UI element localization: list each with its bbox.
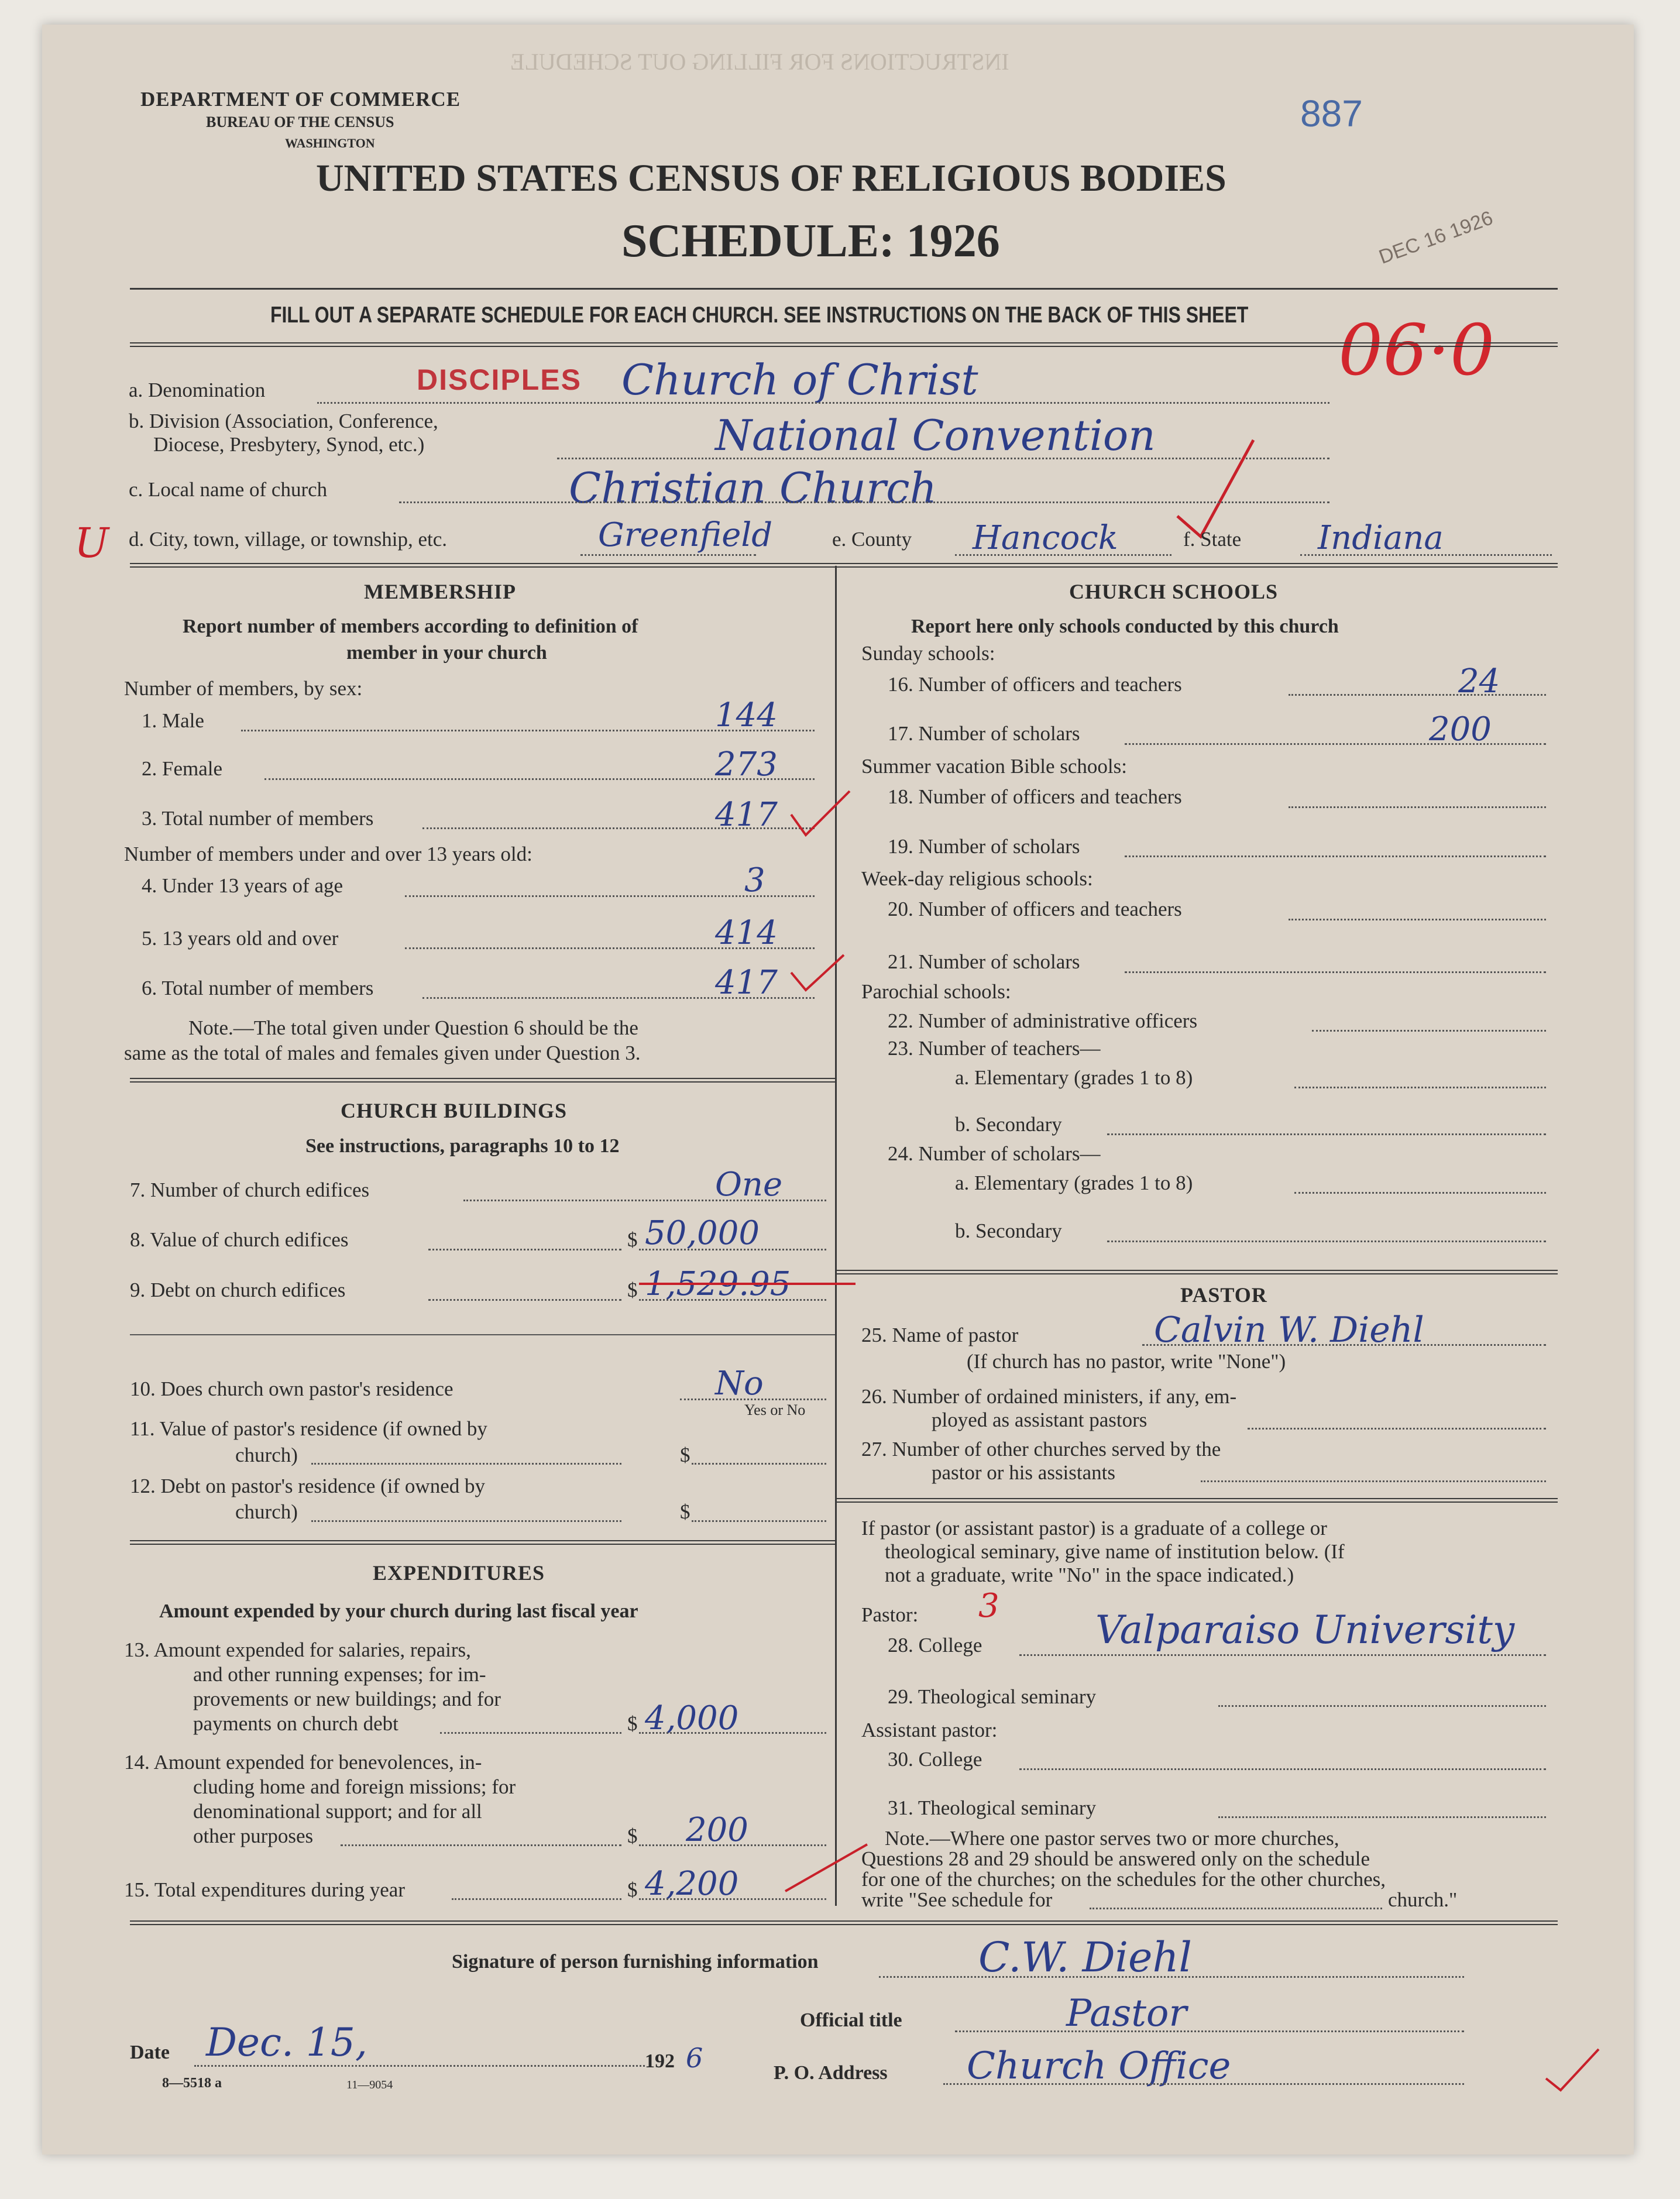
q31-label: 31. Theological seminary [888, 1796, 1097, 1819]
sunday-schools-label: Sunday schools: [861, 642, 995, 665]
date-value[interactable]: Dec. 15, [206, 2020, 367, 2065]
q18-label: 18. Number of officers and teachers [888, 785, 1182, 808]
yes-no-hint: Yes or No [744, 1401, 806, 1418]
q19-line [1125, 855, 1546, 857]
q24a-line [1294, 1192, 1546, 1194]
q24a-label: a. Elementary (grades 1 to 8) [955, 1171, 1193, 1194]
q26-line [1248, 1428, 1546, 1430]
q20-line [1289, 919, 1546, 920]
q14-dollar: $ [627, 1825, 638, 1847]
margin-mark: U [74, 519, 109, 567]
q11-label-2: church) [235, 1444, 298, 1466]
q9-value[interactable]: 1,529.95 [645, 1265, 791, 1303]
check-mark [1540, 2043, 1605, 2096]
form-title: UNITED STATES CENSUS OF RELIGIOUS BODIES [316, 157, 1226, 200]
summer-schools-label: Summer vacation Bible schools: [861, 755, 1127, 778]
q13-label-4: payments on church debt [193, 1712, 398, 1735]
form-number: 8—5518 a [162, 2076, 222, 2091]
q9-dollar: $ [627, 1279, 638, 1301]
q13-dollar: $ [627, 1712, 638, 1735]
state-line [1300, 554, 1552, 556]
q8-value-line [639, 1249, 826, 1250]
q21-line [1125, 971, 1546, 973]
q23b-label: b. Secondary [955, 1113, 1062, 1136]
division-value[interactable]: National Convention [715, 411, 1156, 460]
divider [130, 1920, 1558, 1925]
buildings-intro: See instructions, paragraphs 10 to 12 [305, 1135, 620, 1157]
q9-value-line [639, 1299, 826, 1301]
city-value[interactable]: Greenfield [598, 516, 773, 554]
schools-heading: CHURCH SCHOOLS [1069, 580, 1279, 603]
q29-label: 29. Theological seminary [888, 1685, 1097, 1708]
divider [130, 563, 1558, 568]
membership-note: Note.—The total given under Question 6 should be the [188, 1016, 638, 1039]
denomination-value[interactable]: Church of Christ [621, 355, 978, 404]
denomination-stamp: DISCIPLES [417, 363, 582, 396]
q1-label: 1. Male [142, 709, 204, 732]
q25-note: (If church has no pastor, write "None") [967, 1350, 1286, 1373]
schedule-number: 887 [1300, 92, 1363, 135]
membership-intro-2: member in your church [346, 642, 547, 664]
local-name-line [399, 501, 1329, 503]
official-title-value[interactable]: Pastor [1066, 1992, 1187, 2035]
signature-label: Signature of person furnishing information [452, 1951, 819, 1973]
received-date-stamp: DEC 16 1926 [1376, 207, 1496, 269]
denomination-label: a. Denomination [129, 379, 266, 401]
q5-label: 5. 13 years old and over [142, 927, 339, 950]
q17-value[interactable]: 200 [1429, 710, 1492, 748]
q25-value[interactable]: Calvin W. Diehl [1154, 1310, 1424, 1351]
q15-line [452, 1898, 621, 1900]
local-name-value[interactable]: Christian Church [569, 463, 937, 513]
bleed-through-heading: INSTRUCTIONS FOR FILLING OUT SCHEDULE [510, 49, 1009, 75]
q6-label: 6. Total number of members [142, 977, 374, 999]
q30-label: 30. College [888, 1748, 982, 1771]
q15-value[interactable]: 4,200 [645, 1865, 739, 1903]
po-address-label: P. O. Address [774, 2062, 888, 2084]
q8-dollar: $ [627, 1228, 638, 1251]
membership-heading: MEMBERSHIP [364, 580, 517, 603]
by-sex-label: Number of members, by sex: [124, 677, 363, 700]
divider [130, 1334, 835, 1335]
q12-value-line [692, 1520, 826, 1522]
q24-label: 24. Number of scholars— [888, 1142, 1101, 1165]
q23-label: 23. Number of teachers— [888, 1037, 1101, 1060]
q3-value[interactable]: 417 [715, 796, 778, 834]
q4-label: 4. Under 13 years of age [142, 874, 343, 897]
q18-line [1289, 806, 1546, 808]
q12-label: 12. Debt on pastor's residence (if owned by [130, 1475, 485, 1497]
q6-value[interactable]: 417 [715, 964, 778, 1002]
q28-line [1019, 1654, 1546, 1656]
q26-label-2: ployed as assistant pastors [932, 1408, 1148, 1431]
pastor-heading: PASTOR [1180, 1283, 1267, 1307]
q22-line [1312, 1030, 1546, 1032]
divider [130, 1540, 835, 1545]
schools-intro: Report here only schools conducted by this church [911, 616, 1339, 637]
q25-label: 25. Name of pastor [861, 1324, 1019, 1346]
red-underline [639, 1283, 856, 1285]
q10-line [680, 1399, 826, 1400]
q13-label: 13. Amount expended for salaries, repairs, [124, 1638, 471, 1661]
pastor-note-4: write "See schedule for [861, 1888, 1053, 1911]
q8-line [428, 1249, 621, 1250]
q26-label: 26. Number of ordained ministers, if any, em- [861, 1385, 1237, 1408]
state-value[interactable]: Indiana [1318, 519, 1444, 557]
pastor-note-blank [1090, 1908, 1382, 1909]
q13-value-line [639, 1732, 826, 1734]
q23a-label: a. Elementary (grades 1 to 8) [955, 1066, 1193, 1089]
q9-line [428, 1299, 621, 1301]
date-label: Date [130, 2042, 170, 2063]
pastor-note: Note.—Where one pastor serves two or more churches, [885, 1827, 1339, 1850]
q8-value[interactable]: 50,000 [645, 1214, 760, 1252]
official-title-label: Official title [800, 2009, 902, 2031]
division-label-2: Diocese, Presbytery, Synod, etc.) [153, 433, 425, 456]
q16-line [1289, 694, 1546, 696]
print-number: 11—9054 [346, 2078, 393, 2091]
pastor-note-5: church." [1388, 1888, 1458, 1911]
expenditures-intro: Amount expended by your church during last fiscal year [159, 1600, 638, 1622]
city-heading: WASHINGTON [285, 136, 375, 150]
q20-label: 20. Number of officers and teachers [888, 898, 1182, 920]
census-schedule-sheet [42, 25, 1634, 2155]
form-instruction: FILL OUT A SEPARATE SCHEDULE FOR EACH CHURCH. SEE INSTRUCTIONS ON THE BACK OF THIS SHEET [270, 303, 1249, 328]
department-heading: DEPARTMENT OF COMMERCE [140, 88, 461, 111]
denomination-line [317, 402, 1329, 404]
assistant-pastor-label: Assistant pastor: [861, 1719, 998, 1741]
q28-label: 28. College [888, 1634, 982, 1657]
check-mark [779, 1839, 873, 1903]
q22-label: 22. Number of administrative officers [888, 1009, 1198, 1032]
q2-value[interactable]: 273 [715, 745, 778, 784]
pastor-mark: 3 [978, 1587, 999, 1625]
county-line [955, 554, 1171, 556]
q27-label: 27. Number of other churches served by the [861, 1438, 1221, 1461]
q10-label: 10. Does church own pastor's residence [130, 1377, 454, 1400]
q13-value[interactable]: 4,000 [645, 1699, 739, 1737]
q23b-line [1107, 1133, 1546, 1135]
q23a-line [1294, 1087, 1546, 1088]
year-prefix: 192 [645, 2050, 675, 2072]
q28-value[interactable]: Valparaiso University [1095, 1607, 1515, 1652]
state-label: f. State [1183, 528, 1242, 551]
county-label: e. County [832, 528, 912, 551]
divider [130, 1078, 835, 1083]
q9-label: 9. Debt on church edifices [130, 1279, 346, 1301]
q24b-line [1107, 1241, 1546, 1242]
column-divider [835, 566, 837, 1906]
membership-intro: Report number of members according to definition of [183, 616, 638, 637]
q8-label: 8. Value of church edifices [130, 1228, 349, 1251]
q24b-label: b. Secondary [955, 1219, 1062, 1242]
po-address-line [943, 2083, 1464, 2085]
q12-dollar: $ [680, 1500, 690, 1523]
graduate-instructions-2: theological seminary, give name of institution below. (If [885, 1540, 1345, 1563]
division-label: b. Division (Association, Conference, [129, 410, 438, 432]
pastor-note-2: Questions 28 and 29 should be answered only on the schedule [861, 1847, 1370, 1870]
pastor-sub-label: Pastor: [861, 1603, 919, 1626]
divider [130, 288, 1558, 290]
q14-label: 14. Amount expended for benevolences, in- [124, 1751, 482, 1774]
weekday-schools-label: Week-day religious schools: [861, 867, 1093, 890]
q1-value[interactable]: 144 [715, 696, 778, 734]
q14-value[interactable]: 200 [686, 1811, 748, 1849]
q15-label: 15. Total expenditures during year [124, 1878, 405, 1901]
q2-label: 2. Female [142, 757, 223, 780]
po-address-value[interactable]: Church Office [967, 2045, 1231, 2088]
year-digit[interactable]: 6 [686, 2042, 703, 2074]
q16-label: 16. Number of officers and teachers [888, 673, 1182, 696]
q25-line [1142, 1344, 1546, 1346]
q11-line [311, 1463, 621, 1465]
pastor-note-3: for one of the churches; on the schedules for the other churches, [861, 1868, 1386, 1891]
q14-label-2: cluding home and foreign missions; for [193, 1775, 516, 1798]
divider [130, 342, 1558, 347]
parochial-schools-label: Parochial schools: [861, 980, 1011, 1003]
official-title-line [955, 2030, 1464, 2032]
q27-line [1201, 1480, 1546, 1482]
q14-label-4: other purposes [193, 1825, 314, 1847]
q15-dollar: $ [627, 1878, 638, 1901]
signature-value[interactable]: C.W. Diehl [978, 1933, 1192, 1981]
q14-label-3: denominational support; and for all [193, 1800, 482, 1823]
q7-label: 7. Number of church edifices [130, 1178, 370, 1201]
q19-label: 19. Number of scholars [888, 835, 1080, 858]
q27-label-2: pastor or his assistants [932, 1461, 1116, 1484]
graduate-instructions: If pastor (or assistant pastor) is a graduate of a college or [861, 1517, 1327, 1540]
local-name-label: c. Local name of church [129, 478, 328, 501]
q11-value-line [692, 1463, 826, 1465]
q11-label: 11. Value of pastor's residence (if owned by [130, 1417, 487, 1440]
q29-line [1218, 1705, 1546, 1707]
age-intro: Number of members under and over 13 years old: [124, 843, 532, 865]
divider [835, 1270, 1558, 1274]
q13-label-2: and other running expenses; for im- [193, 1663, 486, 1686]
q13-label-3: provements or new buildings; and for [193, 1688, 501, 1710]
schedule-year: SCHEDULE: 1926 [621, 215, 1000, 267]
bureau-heading: BUREAU OF THE CENSUS [206, 114, 394, 130]
expenditures-heading: EXPENDITURES [373, 1561, 545, 1585]
q13-line [440, 1732, 621, 1734]
q4-value[interactable]: 3 [744, 861, 765, 899]
q16-value[interactable]: 24 [1458, 662, 1500, 700]
check-mark [785, 949, 850, 996]
county-value[interactable]: Hancock [973, 519, 1118, 557]
q12-label-2: church) [235, 1500, 298, 1523]
signature-line [879, 1976, 1464, 1978]
buildings-heading: CHURCH BUILDINGS [341, 1099, 568, 1122]
divider [835, 1498, 1558, 1503]
q14-line [341, 1844, 621, 1846]
membership-note-2: same as the total of males and females given under Question 3. [124, 1042, 641, 1064]
q3-label: 3. Total number of members [142, 807, 374, 830]
graduate-instructions-3: not a graduate, write "No" in the space indicated.) [885, 1564, 1294, 1586]
q5-value[interactable]: 414 [715, 914, 778, 952]
date-line [194, 2065, 645, 2067]
classification-code: 06·0 [1338, 310, 1495, 391]
q30-line [1019, 1768, 1546, 1770]
city-line [580, 554, 756, 556]
q21-label: 21. Number of scholars [888, 950, 1080, 973]
q17-label: 17. Number of scholars [888, 722, 1080, 745]
check-mark [785, 785, 856, 844]
q7-value[interactable]: One [715, 1166, 783, 1204]
q31-line [1218, 1816, 1546, 1818]
q12-line [311, 1520, 621, 1522]
q10-value[interactable]: No [715, 1365, 764, 1403]
q11-dollar: $ [680, 1444, 690, 1466]
city-label: d. City, town, village, or township, etc. [129, 528, 448, 551]
